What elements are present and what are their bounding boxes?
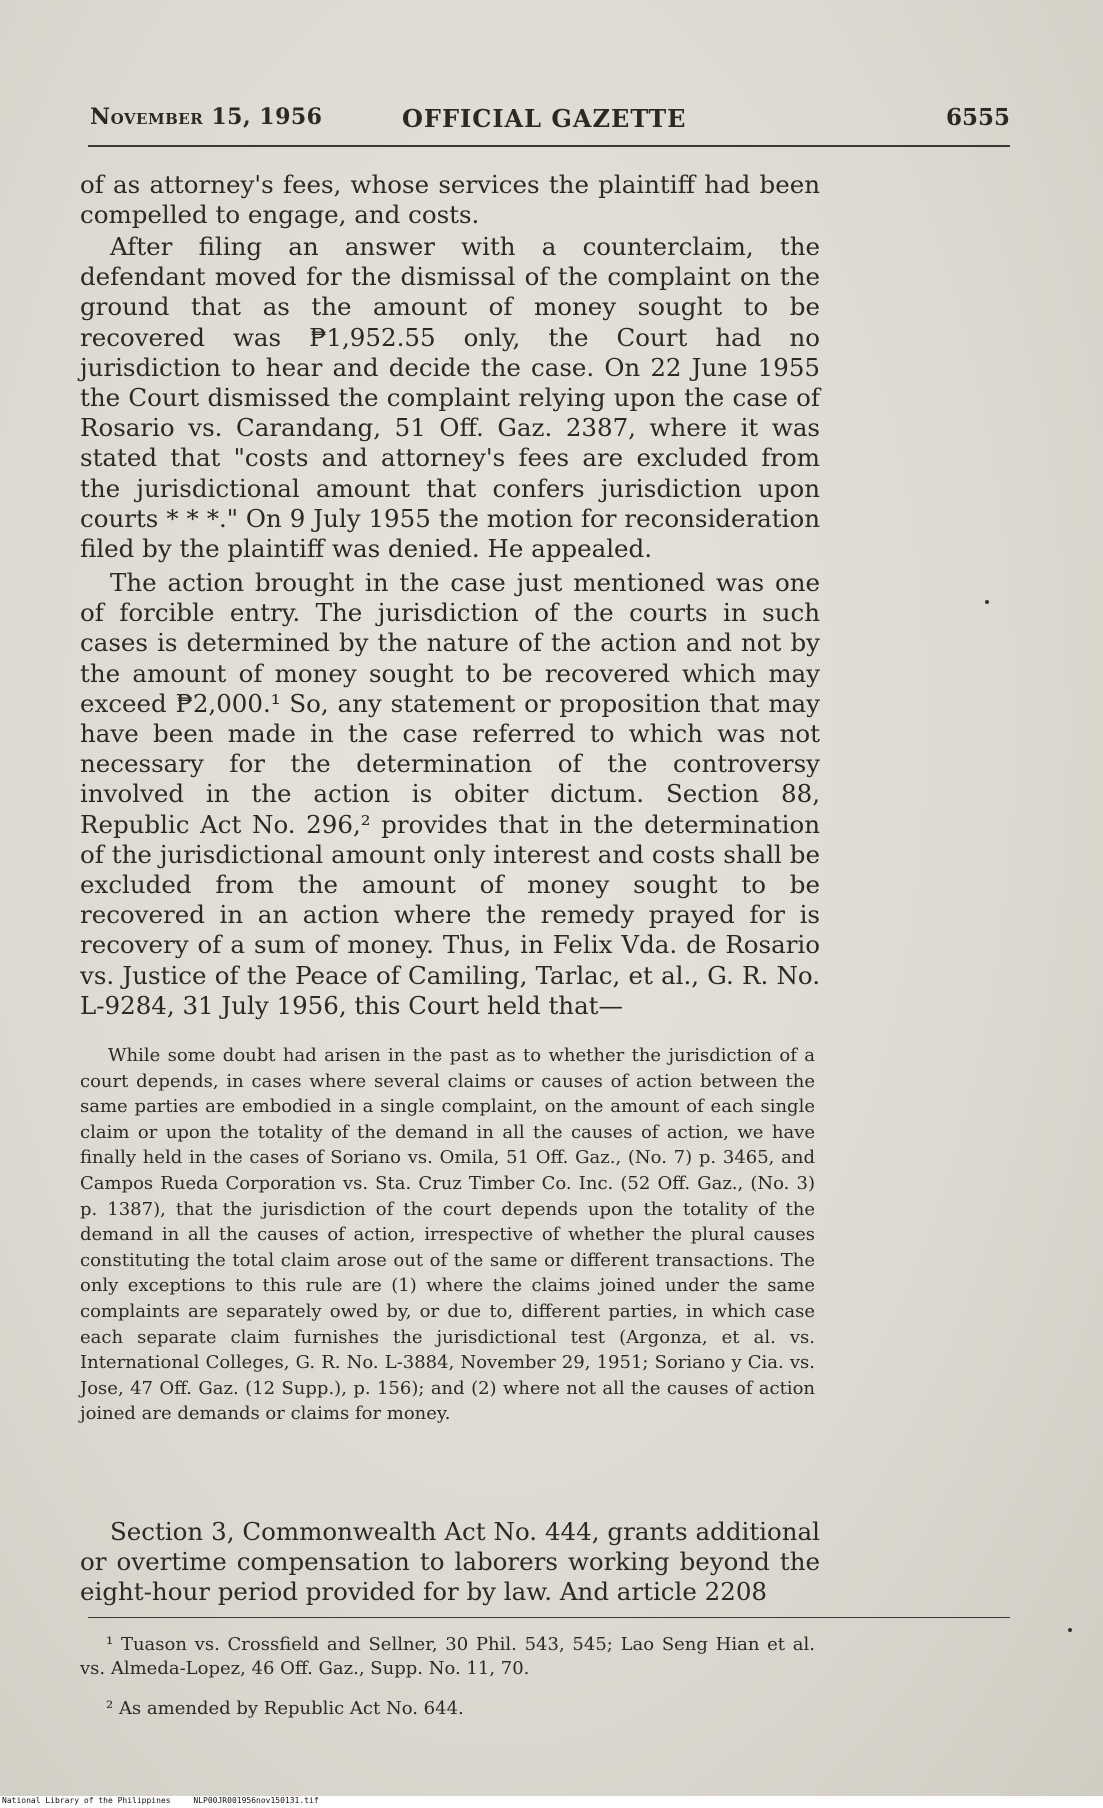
paragraph-text: The action brought in the case just mentioned was one of forcible entry. The jurisdiction of the courts in such cases is determined by the nature of the action and not by the amount of money sought to be recovered which may exceed ₱2,000.¹ So, any statement or proposition that may have been made in the case referred to which was not necessary for the determination of the controversy involved in the action is obiter dictum. Section 88, Republic Act No. 296,² provides that in the determination of the jurisdictional amount only interest and costs shall be excluded from the amount of money sought to be recovered in an action where the remedy prayed for is recovery of a sum of money. Thus, in Felix Vda. de Rosario vs. Justice of the Peace of Camiling, Tarlac, et al., G. R. No. L-9284, 31 July 1956, this Court held that— — [80, 568, 820, 1020]
paragraph-text: After filing an answer with a counterclaim, the defendant moved for the dismissal of the complaint on the ground that as the amount of money sought to be recovered was ₱1,952.55 only, the Court had no jurisdiction to hear and decide the case. On 22 June 1955 the Court dismissed the complaint relying upon the case of Rosario vs. Carandang, 51 Off. Gaz. 2387, where it was stated that "costs and attorney's fees are excluded from the jurisdictional amount that confers jurisdiction upon courts * * *." On 9 July 1955 the motion for reconsideration filed by the plaintiff was denied. He appealed. — [80, 232, 820, 564]
header-page-number: 6555 — [945, 104, 1010, 131]
page-header — [90, 104, 1010, 138]
paragraph-text: of as attorney's fees, whose services the plaintiff had been compelled to engage, and costs. — [80, 170, 820, 230]
footnote-1: ¹ Tuason vs. Crossfield and Sellner, 30 Phil. 543, 545; Lao Seng Hian et al. vs. Almeda-Lopez, 46 Off. Gaz., Supp. No. 11, 70. — [80, 1634, 815, 1679]
body-paragraph-1 — [80, 170, 820, 230]
footnote-2: ² As amended by Republic Act No. 644. — [106, 1698, 464, 1719]
header-date: November 15, 1956 — [90, 104, 323, 130]
body-paragraph-3 — [80, 568, 820, 1021]
block-quote: While some doubt had arisen in the past as to whether the jurisdiction of a court depends, in cases where several claims or causes of action between the same parties are embodied in a single complaint, on the amount of each single claim or upon the totality of the demand in all the causes of action, we have finally held in the cases of Soriano vs. Omila, 51 Off. Gaz., (No. 7) p. 3465, and Campos Rueda Corporation vs. Sta. Cruz Timber Co. Inc. (52 Off. Gaz., (No. 3) p. 1387), that the jurisdiction of the court depends upon the totality of the demand in all the causes of action, irrespective of whether the plural causes constituting the total claim arose out of the same or different transactions. The only exceptions to this rule are (1) where the claims joined under the same complaints are separately owed by, or due to, different parties, in which case each separate claim furnishes the jurisdictional test (Argonza, et al. vs. International Colleges, G. R. No. L-3884, November 29, 1951; Soriano y Cia. vs. Jose, 47 Off. Gaz. (12 Supp.), p. 156); and (2) where not all the causes of action joined are demands or claims for money. — [80, 1045, 815, 1425]
scan-credit-bar — [0, 1796, 1103, 1808]
paragraph-text: Section 3, Commonwealth Act No. 444, grants additional or overtime compensation to laborers working beyond the eight-hour period provided for by law. And article 2208 — [80, 1517, 820, 1607]
credit-file: NLP00JR001956nov150131.tif — [193, 1796, 319, 1805]
body-paragraph-4 — [80, 1517, 820, 1608]
footnote-rule — [88, 1617, 1010, 1618]
credit-library: National Library of the Philippines — [2, 1796, 171, 1805]
scan-speck — [985, 600, 989, 604]
scan-speck — [1068, 1628, 1072, 1632]
header-title: OFFICIAL GAZETTE — [402, 104, 687, 133]
header-rule — [88, 145, 1010, 147]
body-paragraph-2 — [80, 232, 820, 564]
